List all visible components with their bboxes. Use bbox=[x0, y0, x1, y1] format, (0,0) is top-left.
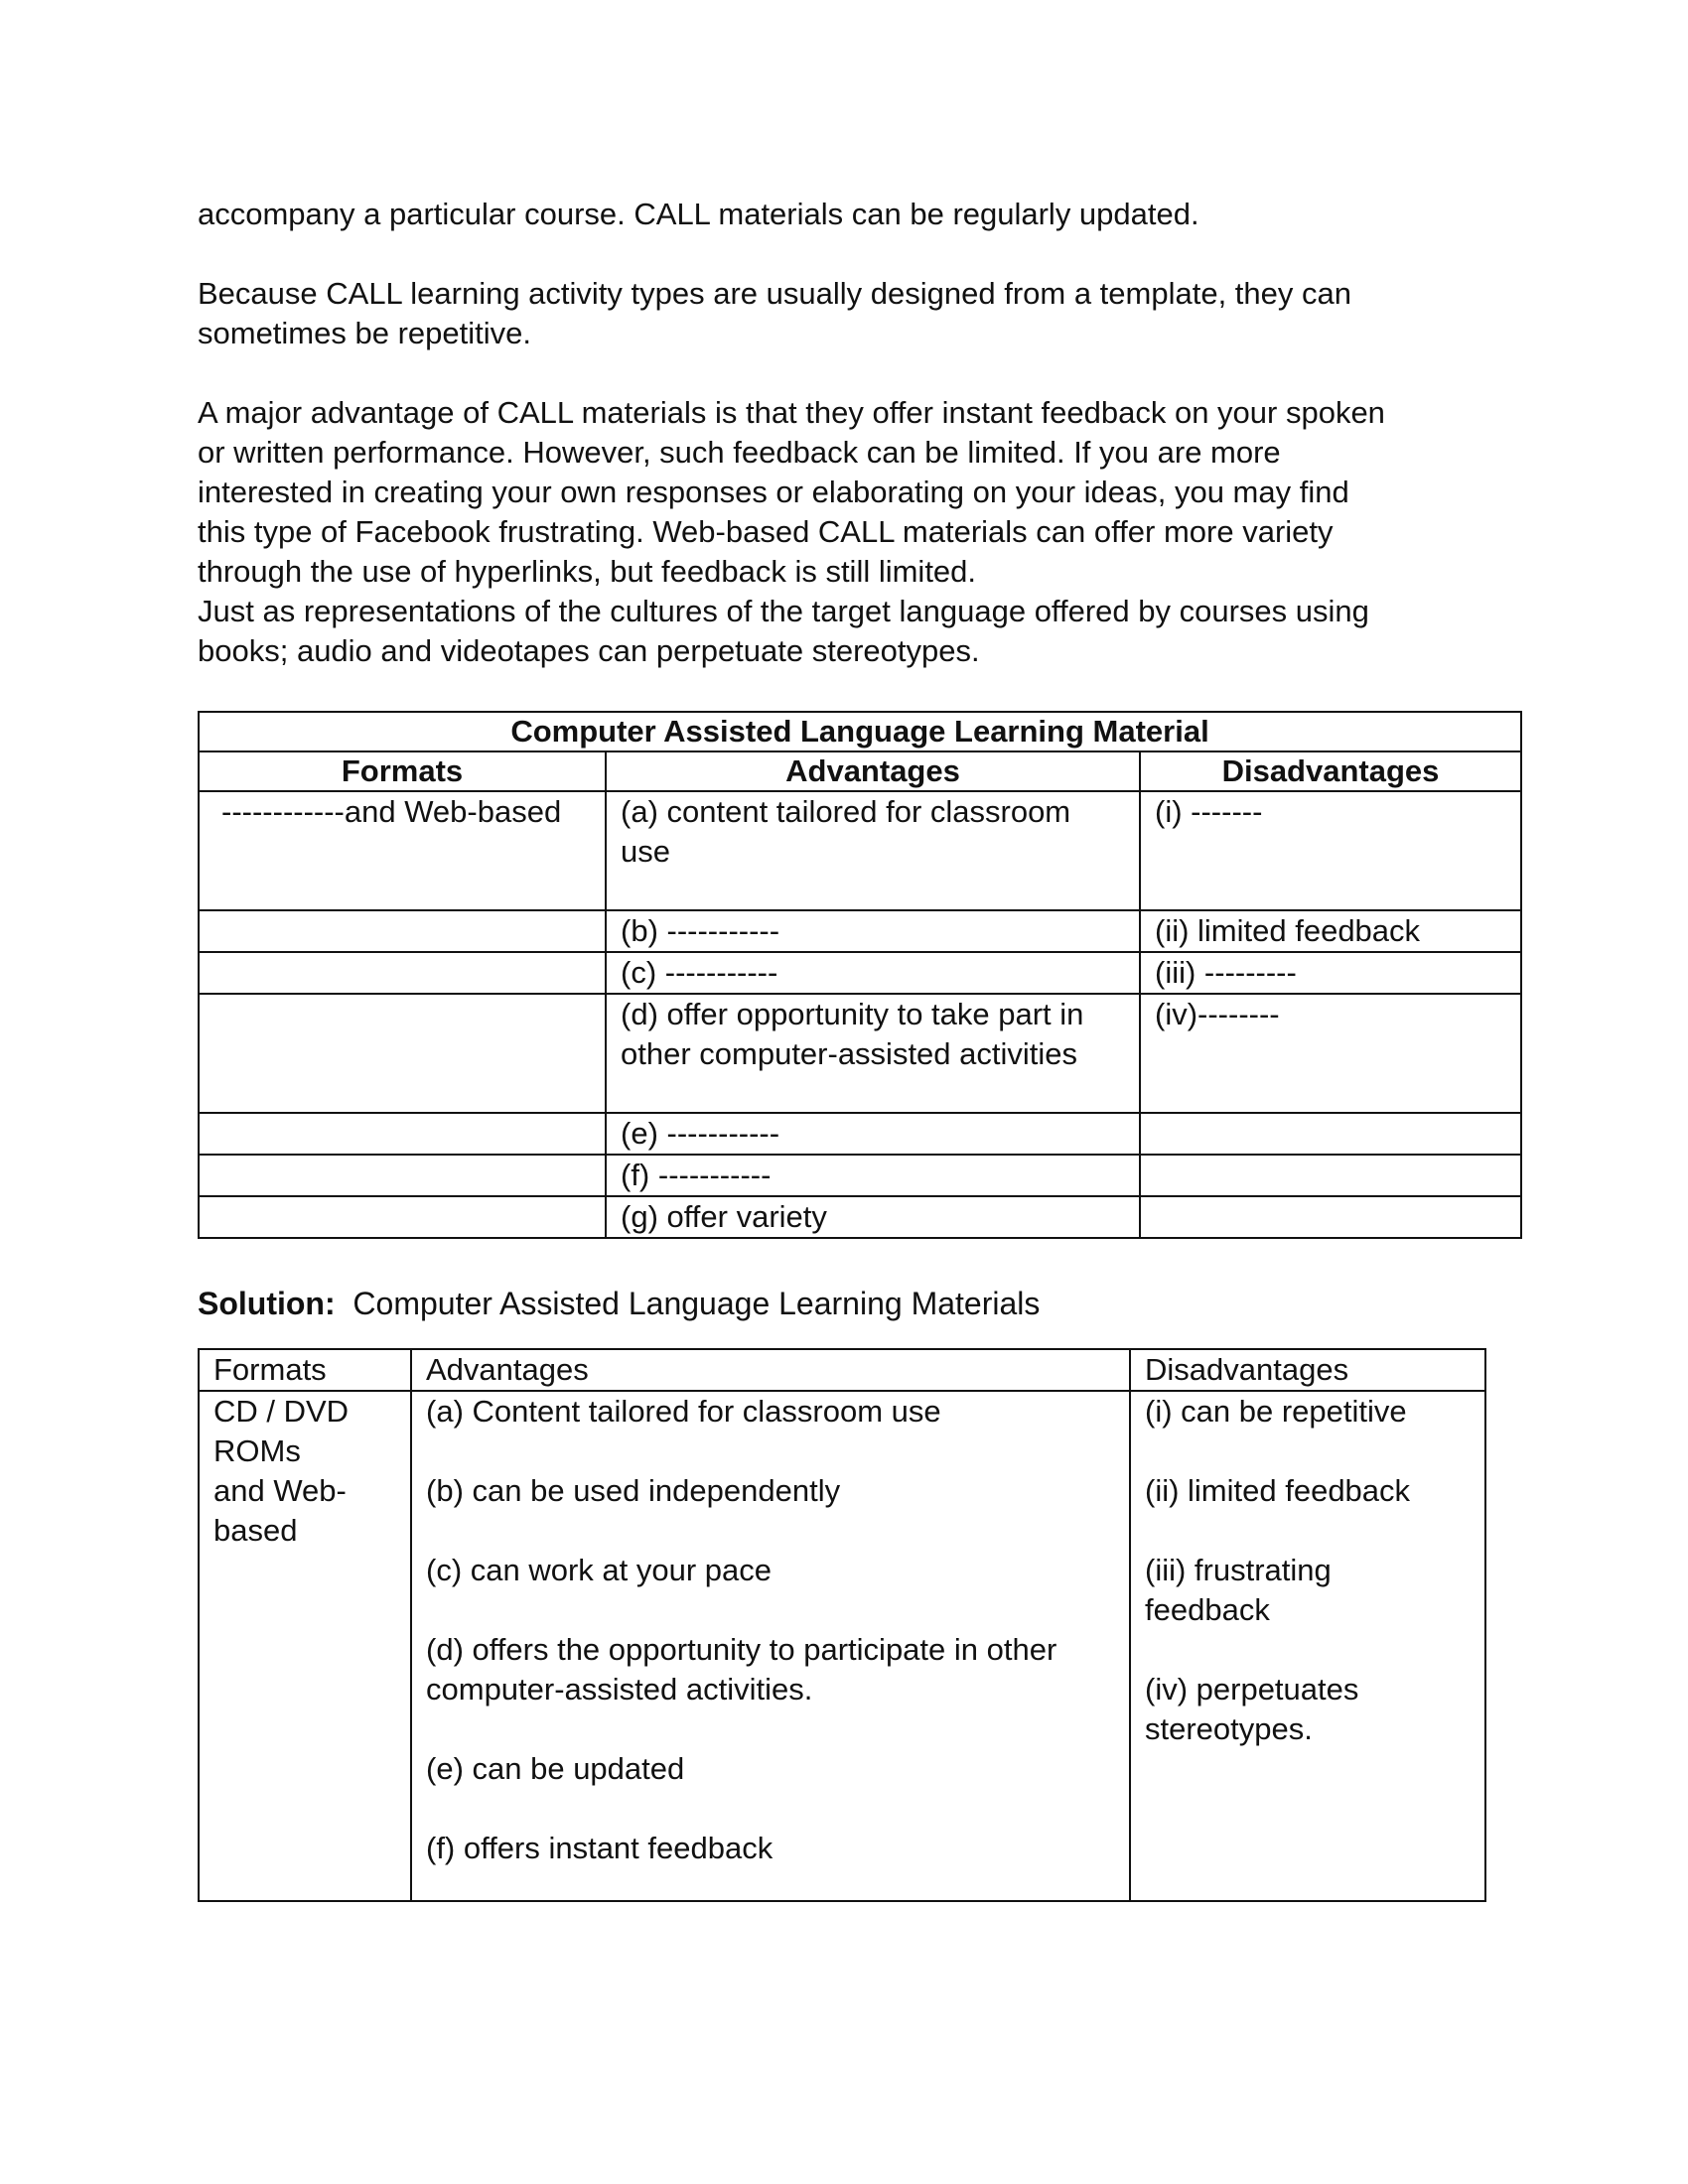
solution-label: Solution: bbox=[198, 1286, 336, 1321]
disadvantages-cell bbox=[1130, 1391, 1485, 1901]
formats-cell bbox=[199, 1113, 606, 1155]
disadvantages-cell: (iii) --------- bbox=[1140, 952, 1521, 994]
paragraph-line: Just as representations of the cultures of the target language offered by courses using bbox=[198, 594, 1369, 628]
header-advantages: Advantages bbox=[606, 751, 1140, 791]
formats-cell: ------------and Web-based bbox=[199, 791, 606, 910]
advantages-cell: (b) ----------- bbox=[606, 910, 1140, 952]
disadvantage-item: (iv) perpetuates bbox=[1145, 1672, 1359, 1706]
paragraph-1 bbox=[198, 195, 1508, 234]
disadvantages-cell bbox=[1140, 1196, 1521, 1238]
formats-line: CD / DVD bbox=[213, 1394, 350, 1429]
paragraph-line: or written performance. However, such feedback can be limited. If you are more bbox=[198, 435, 1281, 470]
table-row bbox=[199, 910, 1521, 952]
header-disadvantages: Disadvantages bbox=[1140, 751, 1521, 791]
disadvantage-item: (iii) frustrating bbox=[1145, 1553, 1332, 1587]
advantages-cell: (c) ----------- bbox=[606, 952, 1140, 994]
advantage-item: (d) offers the opportunity to participate in other bbox=[426, 1632, 1057, 1667]
header-advantages: Advantages bbox=[411, 1349, 1130, 1391]
disadvantage-item: feedback bbox=[1145, 1592, 1270, 1627]
header-formats: Formats bbox=[199, 1349, 411, 1391]
disadvantages-cell bbox=[1140, 1113, 1521, 1155]
paragraph-3 bbox=[198, 393, 1508, 671]
formats-cell bbox=[199, 1196, 606, 1238]
disadvantages-cell: (ii) limited feedback bbox=[1140, 910, 1521, 952]
formats-cell bbox=[199, 910, 606, 952]
header-disadvantages: Disadvantages bbox=[1130, 1349, 1485, 1391]
formats-line: based bbox=[213, 1513, 298, 1548]
advantages-cell: (e) ----------- bbox=[606, 1113, 1140, 1155]
solution-heading bbox=[198, 1284, 1040, 1323]
paragraph-line: this type of Facebook frustrating. Web-based CALL materials can offer more variety bbox=[198, 514, 1334, 549]
formats-line: ROMs bbox=[213, 1433, 301, 1468]
disadvantage-item: (ii) limited feedback bbox=[1145, 1473, 1411, 1508]
advantage-item: (b) can be used independently bbox=[426, 1473, 841, 1508]
paragraph-line: sometimes be repetitive. bbox=[198, 316, 531, 350]
table-row bbox=[199, 1155, 1521, 1196]
formats-cell bbox=[199, 1391, 411, 1901]
advantages-cell bbox=[411, 1391, 1130, 1901]
disadvantages-cell bbox=[1140, 1155, 1521, 1196]
paragraph-line: books; audio and videotapes can perpetuate stereotypes. bbox=[198, 633, 980, 668]
paragraph-line: accompany a particular course. CALL materials can be regularly updated. bbox=[198, 197, 1199, 231]
disadvantage-item: (i) can be repetitive bbox=[1145, 1394, 1407, 1429]
table-title: Computer Assisted Language Learning Material bbox=[199, 712, 1521, 751]
advantages-cell: (d) offer opportunity to take part in other computer-assisted activities bbox=[606, 994, 1140, 1113]
table-row bbox=[199, 952, 1521, 994]
advantage-item: (c) can work at your pace bbox=[426, 1553, 773, 1587]
advantages-cell: (a) content tailored for classroom use bbox=[606, 791, 1140, 910]
advantage-item: (f) offers instant feedback bbox=[426, 1831, 774, 1865]
disadvantages-cell: (iv)-------- bbox=[1140, 994, 1521, 1113]
call-material-exercise-table bbox=[198, 711, 1522, 1239]
advantage-item: computer-assisted activities. bbox=[426, 1672, 813, 1706]
advantages-cell: (g) offer variety bbox=[606, 1196, 1140, 1238]
advantages-cell: (f) ----------- bbox=[606, 1155, 1140, 1196]
advantage-item: (a) Content tailored for classroom use bbox=[426, 1394, 941, 1429]
formats-cell bbox=[199, 1155, 606, 1196]
paragraph-line: A major advantage of CALL materials is that they offer instant feedback on your spoken bbox=[198, 395, 1385, 430]
disadvantage-item: stereotypes. bbox=[1145, 1711, 1313, 1746]
paragraph-line: Because CALL learning activity types are usually designed from a template, they can bbox=[198, 276, 1351, 311]
paragraph-line: interested in creating your own responses or elaborating on your ideas, you may find bbox=[198, 475, 1349, 509]
header-formats: Formats bbox=[199, 751, 606, 791]
disadvantages-cell: (i) ------- bbox=[1140, 791, 1521, 910]
table-row bbox=[199, 994, 1521, 1113]
table-row bbox=[199, 1391, 1485, 1901]
paragraph-2 bbox=[198, 274, 1508, 353]
formats-cell bbox=[199, 994, 606, 1113]
paragraph-line: through the use of hyperlinks, but feedback is still limited. bbox=[198, 554, 977, 589]
table-row bbox=[199, 1113, 1521, 1155]
formats-line: and Web- bbox=[213, 1473, 347, 1508]
solution-table bbox=[198, 1348, 1486, 1902]
table-row bbox=[199, 791, 1521, 910]
table-row bbox=[199, 1196, 1521, 1238]
solution-title: Computer Assisted Language Learning Materials bbox=[352, 1286, 1041, 1321]
formats-cell bbox=[199, 952, 606, 994]
advantage-item: (e) can be updated bbox=[426, 1751, 685, 1786]
